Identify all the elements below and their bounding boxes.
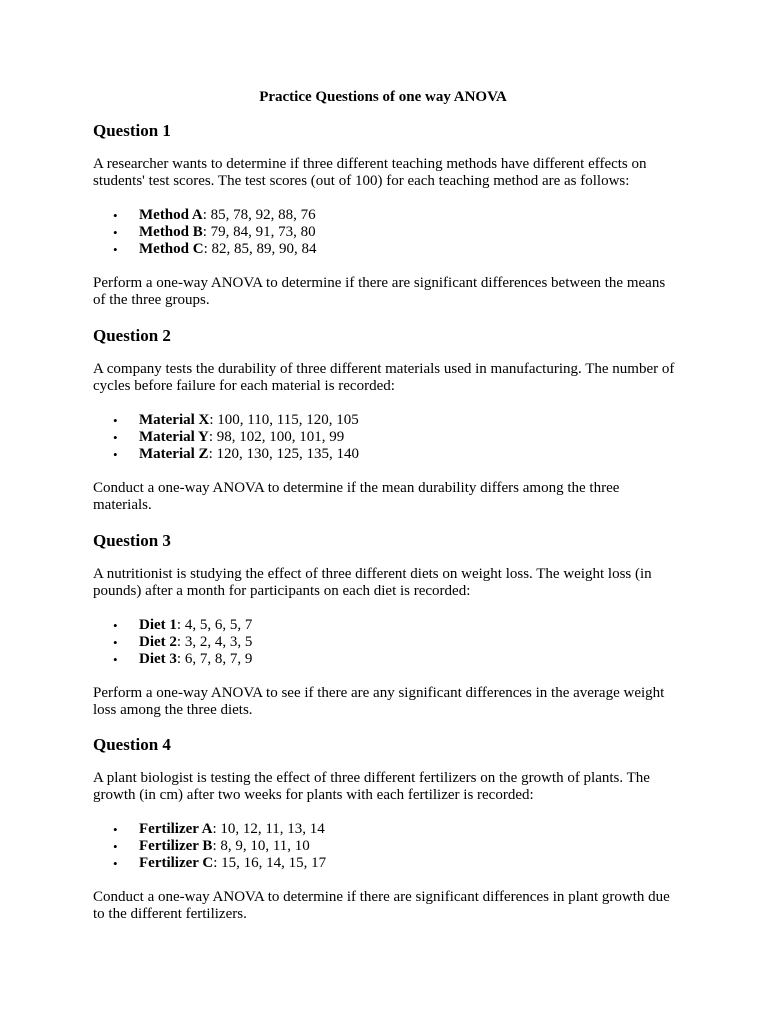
question-heading: Question 1 (93, 121, 171, 140)
bullet-icon: • (113, 839, 118, 854)
list-item (93, 651, 678, 668)
list-item (93, 838, 678, 855)
question-task: Perform a one-way ANOVA to determine if there are significant differences between the means of the three groups. (93, 275, 666, 308)
group-label: Diet 3 (139, 651, 177, 667)
group-values: : 79, 84, 91, 73, 80 (202, 224, 316, 240)
group-values: : 4, 5, 6, 5, 7 (176, 617, 253, 633)
bullet-icon: • (113, 822, 118, 837)
group-values: : 15, 16, 14, 15, 17 (213, 855, 327, 871)
bullet-icon: • (113, 635, 118, 650)
group-label: Material X (139, 412, 210, 428)
question-4 (93, 735, 678, 922)
group-values: : 3, 2, 4, 3, 5 (176, 634, 253, 650)
bullet-icon: • (113, 618, 118, 633)
question-intro: A nutritionist is studying the effect of three different diets on weight loss. The weight loss (in pounds) after a month for participants on each diet is recorded: (93, 566, 652, 599)
group-values: : 6, 7, 8, 7, 9 (176, 651, 253, 667)
group-values: : 8, 9, 10, 11, 10 (212, 838, 310, 854)
question-task: Conduct a one-way ANOVA to determine if the mean durability differs among the three materials. (93, 480, 620, 513)
bullet-icon: • (113, 242, 118, 257)
bullet-icon: • (113, 413, 118, 428)
group-values: : 85, 78, 92, 88, 76 (202, 207, 316, 223)
data-list (93, 207, 678, 258)
list-item (93, 207, 678, 224)
list-item (93, 429, 678, 446)
group-values: : 100, 110, 115, 120, 105 (209, 412, 359, 428)
bullet-icon: • (113, 225, 118, 240)
list-item (93, 855, 678, 872)
group-label: Diet 2 (139, 634, 177, 650)
group-label: Diet 1 (139, 617, 177, 633)
group-label: Material Y (139, 429, 209, 445)
group-label: Material Z (139, 446, 209, 462)
list-item (93, 617, 678, 634)
group-label: Fertilizer B (139, 838, 213, 854)
question-heading: Question 4 (93, 735, 171, 754)
question-task: Conduct a one-way ANOVA to determine if there are significant differences in plant growth due to the different fertilizers. (93, 889, 670, 922)
document-title: Practice Questions of one way ANOVA (259, 89, 507, 105)
group-values: : 98, 102, 100, 101, 99 (208, 429, 345, 445)
question-intro: A plant biologist is testing the effect of three different fertilizers on the growth of plants. The growth (in cm) after two weeks for plants with each fertilizer is recorded: (93, 770, 650, 803)
question-3 (93, 531, 678, 718)
question-2 (93, 326, 678, 513)
bullet-icon: • (113, 856, 118, 871)
question-heading: Question 3 (93, 531, 171, 550)
question-1 (93, 121, 678, 308)
list-item (93, 241, 678, 258)
bullet-icon: • (113, 652, 118, 667)
group-label: Method C (139, 241, 204, 257)
bullet-icon: • (113, 430, 118, 445)
list-item (93, 634, 678, 651)
question-intro: A company tests the durability of three different materials used in manufacturing. The number of cycles before failure for each material is recorded: (93, 361, 675, 394)
question-intro: A researcher wants to determine if three different teaching methods have different effects on students' test scores. The test scores (out of 100) for each teaching method are as follows: (93, 156, 647, 189)
group-values: : 10, 12, 11, 13, 14 (212, 821, 325, 837)
question-heading: Question 2 (93, 326, 171, 345)
list-item (93, 224, 678, 241)
list-item (93, 821, 678, 838)
list-item (93, 412, 678, 429)
question-task: Perform a one-way ANOVA to see if there are any significant differences in the average weight loss among the three diets. (93, 685, 665, 718)
group-label: Fertilizer C (139, 855, 214, 871)
group-label: Fertilizer A (139, 821, 213, 837)
bullet-icon: • (113, 447, 118, 462)
group-label: Method B (139, 224, 203, 240)
group-values: : 82, 85, 89, 90, 84 (203, 241, 317, 257)
data-list (93, 617, 678, 668)
list-item (93, 446, 678, 463)
group-values: : 120, 130, 125, 135, 140 (208, 446, 359, 462)
group-label: Method A (139, 207, 203, 223)
bullet-icon: • (113, 208, 118, 223)
data-list (93, 821, 678, 872)
data-list (93, 412, 678, 463)
